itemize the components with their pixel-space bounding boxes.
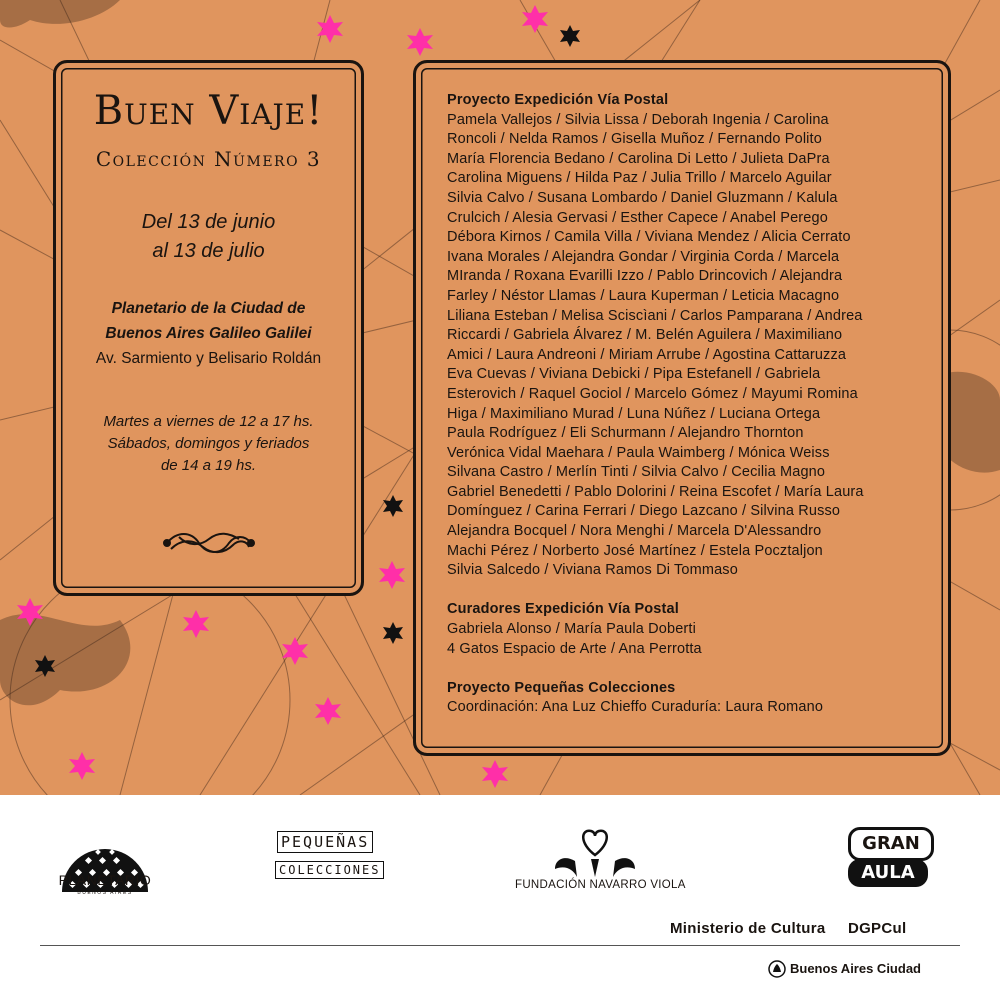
spacer (447, 581, 937, 601)
pequenas-line2: COLECCIONES (275, 861, 384, 879)
magenta-star-icon (482, 760, 508, 788)
artist-line: Amici / Laura Andreoni / Miriam Arrube / Agostina Cattaruzza (447, 346, 847, 363)
buenos-aires-ciudad-label: Buenos Aires Ciudad (790, 961, 921, 976)
artist-line: Paula Rodríguez / Eli Schurmann / Alejandro Thornton (447, 425, 804, 442)
magenta-star-icon (407, 28, 433, 56)
dates-line: al 13 de julio (152, 240, 265, 262)
artist-line: Silvia Salcedo / Viviana Ramos Di Tommaso (447, 562, 738, 579)
spacer (447, 659, 937, 679)
artist-line: Ivana Morales / Alejandra Gondar / Virginia Corda / Marcela (447, 248, 840, 265)
artist-line: Riccardi / Gabriela Álvarez / M. Belén Aguilera / Maximiliano (447, 327, 843, 344)
artist-line: Carolina Miguens / Hilda Paz / Julia Trillo / Marcelo Aguilar (447, 170, 832, 187)
gran-aula-logo (840, 825, 940, 890)
credits-card (413, 60, 951, 756)
magenta-star-icon (69, 752, 95, 780)
artist-line: Gabriel Benedetti / Pablo Dolorini / Reina Escofet / María Laura (447, 483, 864, 500)
event-dates (56, 208, 361, 266)
artist-line: Silvia Calvo / Susana Lombardo / Daniel Gluzmann / Kalula (447, 189, 838, 206)
opening-hours (56, 411, 361, 477)
ministerio-label: Ministerio de Cultura (670, 920, 826, 937)
venue-name-line: Planetario de la Ciudad de (111, 300, 306, 317)
sponsor-footer (0, 795, 1000, 1000)
artist-line: Alejandra Bocquel / Nora Menghi / Marcela D'Alessandro (447, 523, 822, 540)
magenta-star-icon (183, 610, 209, 638)
artist-line: Pamela Vallejos / Silvia Lissa / Deborah Ingenia / Carolina (447, 111, 829, 128)
planetario-sublabel: BUENOS AIRES (77, 890, 133, 896)
hours-line: Sábados, domingos y feriados (107, 435, 310, 452)
artist-line: Verónica Vidal Maehara / Paula Waimberg / Mónica Weiss (447, 444, 830, 461)
poster-title: Buen Viaje! (93, 88, 324, 134)
curators-heading: Curadores Expedición Vía Postal (447, 601, 679, 618)
venue (56, 296, 361, 371)
dgpcul-label: DGPCul (847, 920, 907, 937)
project-heading: Proyecto Expedición Vía Postal (447, 92, 669, 108)
artist-line: MIranda / Roxana Evarilli Izzo / Pablo Drincovich / Alejandra (447, 268, 843, 285)
artist-line: Farley / Néstor Llamas / Laura Kuperman / Leticia Macagno (447, 287, 840, 304)
planetario-dome-icon (40, 820, 170, 910)
black-star-icon (383, 495, 403, 517)
curator-line: Gabriela Alonso / María Paula Doberti (447, 621, 696, 638)
artist-line: Crulcich / Alesia Gervasi / Esther Capece / Anabel Perego (447, 209, 828, 226)
venue-address: Av. Sarmiento y Belisario Roldán (95, 350, 322, 367)
artist-line: Higa / Maximiliano Murad / Luna Núñez / Luciana Ortega (447, 405, 821, 422)
credits-text (447, 91, 937, 718)
artist-line: Esterovich / Raquel Gociol / Marcelo Gómez / Mayumi Romina (447, 385, 858, 402)
black-star-icon (560, 25, 580, 47)
artist-line: Silvana Castro / Merlín Tinti / Silvia Calvo / Cecilia Magno (447, 464, 826, 481)
poster-subtitle: Colección Número 3 (95, 147, 322, 171)
artist-line: Machi Pérez / Norberto José Martínez / Estela Pocztaljon (447, 542, 823, 559)
hours-line: de 14 a 19 hs. (160, 457, 257, 474)
planetario-label: PLANETARIO (58, 872, 152, 888)
artist-line: Domínguez / Carina Ferrari / Diego Lazcano / Silvina Russo (447, 503, 841, 520)
artist-list (447, 111, 937, 581)
magenta-star-icon (282, 637, 308, 665)
hours-line: Martes a viernes de 12 a 17 hs. (103, 413, 314, 430)
artist-line: Eva Cuevas / Viviana Debicki / Pipa Estefanell / Gabriela (447, 366, 821, 383)
flourish-ornament-icon (159, 523, 259, 563)
black-star-icon (383, 622, 403, 644)
pequenas-colecciones-logo (275, 823, 385, 893)
footer-divider (40, 945, 960, 946)
collections-line: Coordinación: Ana Luz Chieffo Curaduría: Laura Romano (447, 699, 824, 716)
gran-aula-line2: AULA (848, 859, 928, 887)
buenos-aires-badge-icon (768, 960, 786, 978)
magenta-star-icon (315, 697, 341, 725)
collections-heading: Proyecto Pequeñas Colecciones (447, 679, 676, 696)
fundacion-label: FUNDACIÓN NAVARRO VIOLA (515, 879, 686, 891)
artist-line: María Florencia Bedano / Carolina Di Letto / Julieta DaPra (447, 150, 830, 167)
gran-aula-line1: GRAN (848, 827, 934, 861)
artist-line: Roncoli / Nelda Ramos / Gisella Muñoz / Fernando Polito (447, 131, 822, 148)
artist-line: Débora Kirnos / Camila Villa / Viviana Mendez / Alicia Cerrato (447, 229, 851, 246)
dates-line: Del 13 de junio (141, 211, 276, 233)
ministerio-credit (670, 920, 924, 937)
venue-name-line: Buenos Aires Galileo Galilei (105, 325, 312, 342)
magenta-star-icon (317, 15, 343, 43)
artist-line: Liliana Esteban / Melisa Sciscìani / Carlos Pamparana / Andrea (447, 307, 863, 324)
curator-line: 4 Gatos Espacio de Arte / Ana Perrotta (447, 640, 702, 657)
magenta-star-icon (379, 561, 405, 589)
pequenas-line1: PEQUEÑAS (277, 831, 373, 853)
event-info-card (53, 60, 364, 596)
